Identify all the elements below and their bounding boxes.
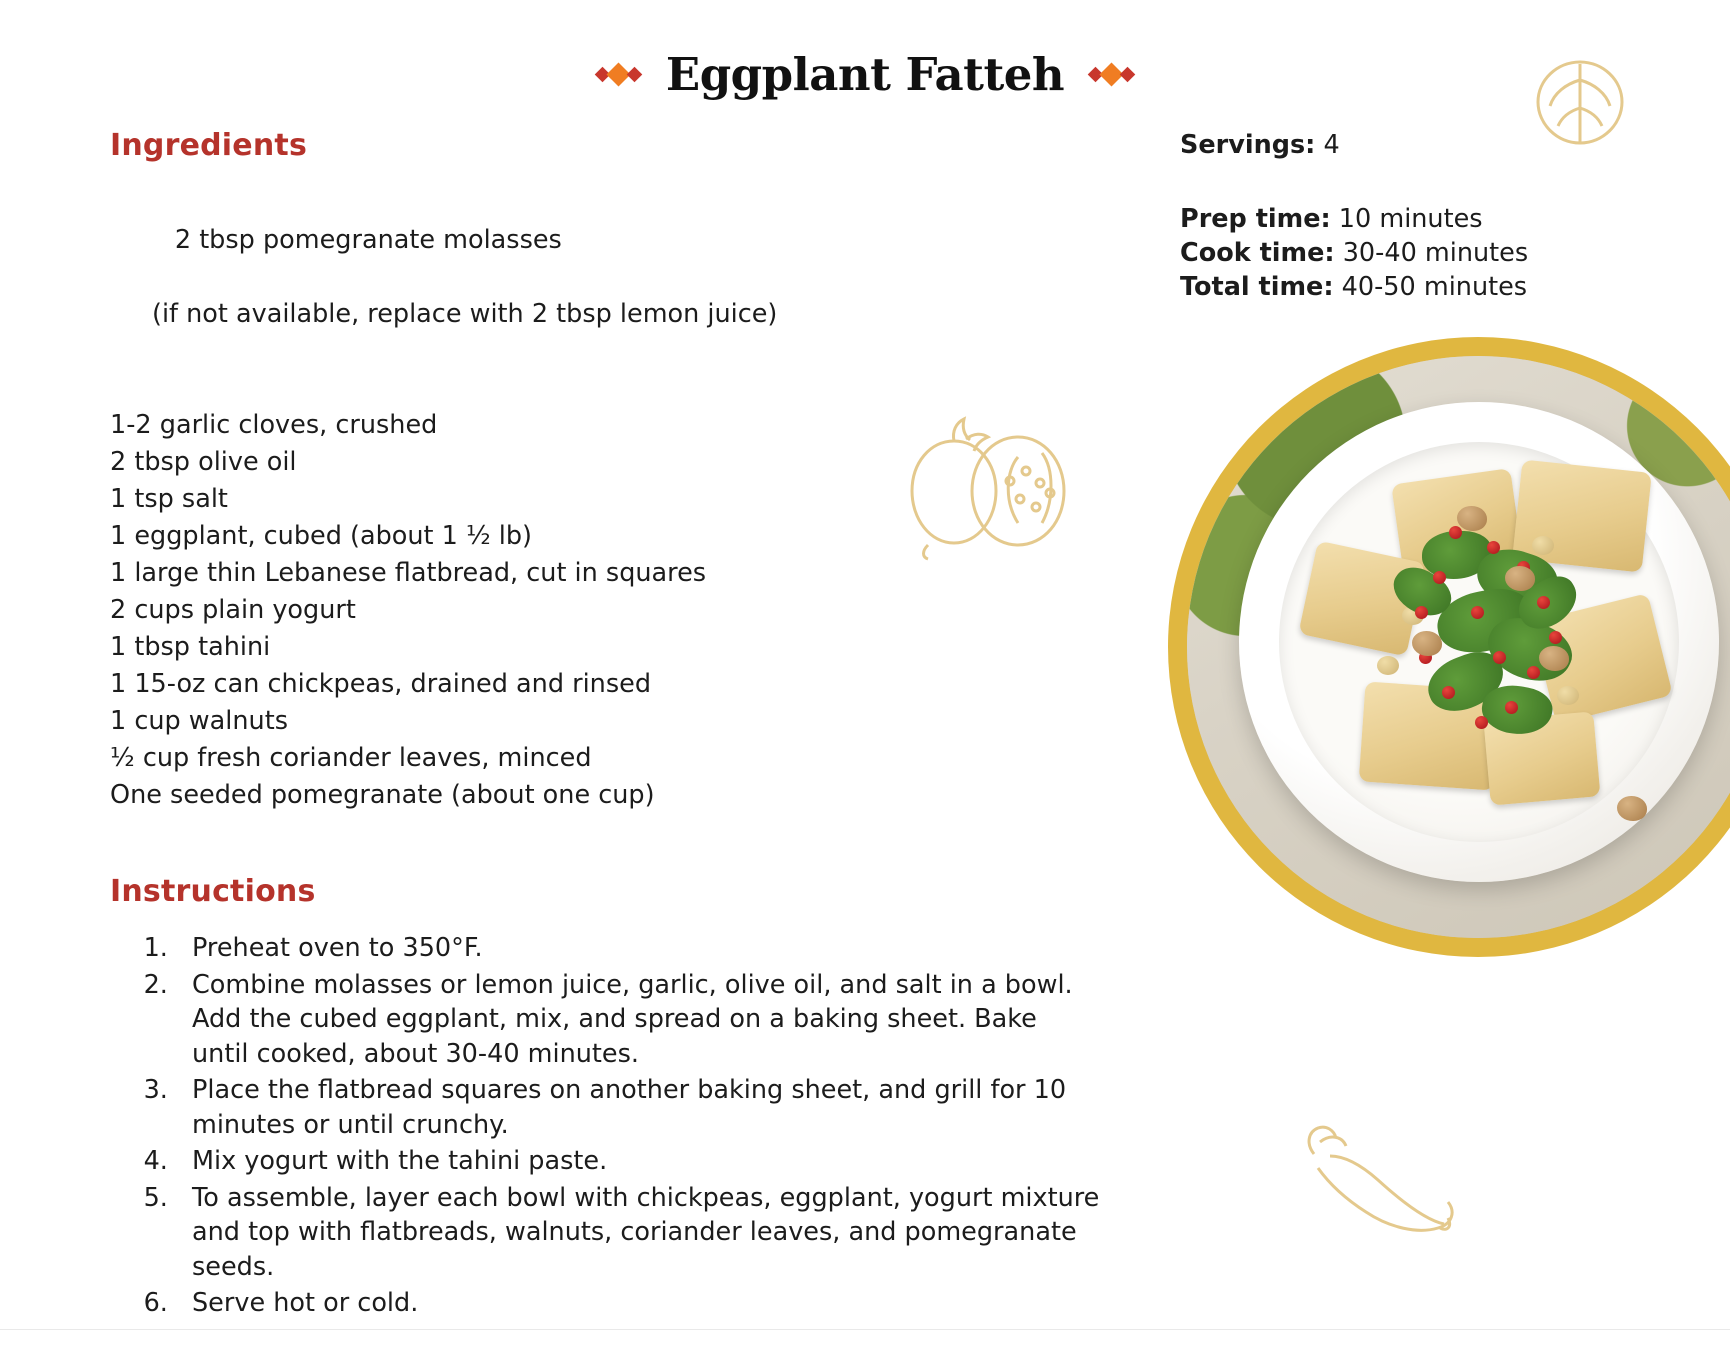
list-item: 1 eggplant, cubed (about 1 ½ lb) — [110, 521, 533, 551]
total-time-value: 40-50 minutes — [1341, 272, 1528, 302]
recipe-photo — [1168, 337, 1730, 957]
cook-time-value: 30-40 minutes — [1342, 238, 1529, 268]
walnut-icon — [1520, 50, 1640, 155]
prep-time-label: Prep time: — [1180, 204, 1331, 234]
list-item: 5. To assemble, layer each bowl with chickpeas, eggplant, yogurt mixture and top with flatbreads, walnuts, coriander leaves, and pomegranate seeds. — [176, 1181, 1100, 1285]
prep-time-row — [1180, 202, 1700, 236]
diamond-ornament-right — [1090, 66, 1133, 83]
cook-time-row — [1180, 236, 1700, 270]
cook-time-label: Cook time: — [1180, 238, 1335, 268]
ingredients-heading: Ingredients — [110, 128, 307, 163]
ingredient-text: 2 tbsp pomegranate molasses — [174, 225, 562, 255]
list-item: 1 tbsp tahini — [110, 632, 271, 662]
list-item — [110, 185, 1100, 407]
servings-label: Servings: — [1180, 130, 1316, 160]
list-item: 2 tbsp olive oil — [110, 447, 297, 477]
prep-time-value: 10 minutes — [1338, 204, 1483, 234]
total-time-label: Total time: — [1180, 272, 1334, 302]
ingredient-note: (if not available, replace with 2 tbsp lemon juice) — [152, 299, 778, 329]
servings-value: 4 — [1323, 130, 1340, 160]
instructions-heading: Instructions — [110, 874, 316, 909]
title-row — [0, 18, 1730, 131]
page-title: Eggplant Fatteh — [665, 48, 1065, 102]
page-bottom-edge — [0, 1329, 1730, 1368]
list-item: 1. Preheat oven to 350°F. — [176, 931, 1100, 966]
pomegranate-icon — [870, 395, 1080, 595]
left-column — [110, 128, 1100, 1323]
diamond-ornament-left — [597, 66, 640, 83]
instructions-list — [110, 931, 1100, 1321]
list-item: 2 cups plain yogurt — [110, 595, 356, 625]
list-item: 6. Serve hot or cold. — [176, 1286, 1100, 1321]
list-item: 2. Combine molasses or lemon juice, garlic, olive oil, and salt in a bowl. Add the cubed eggplant, mix, and spread on a baking sheet. Bake until cooked, about 30-40 minutes. — [176, 968, 1100, 1072]
list-item: 1 tsp salt — [110, 484, 228, 514]
list-item: 1-2 garlic cloves, crushed — [110, 410, 438, 440]
list-item: ½ cup fresh coriander leaves, minced — [110, 743, 592, 773]
eggplant-icon — [1290, 1120, 1470, 1250]
list-item: 4. Mix yogurt with the tahini paste. — [176, 1144, 1100, 1179]
list-item: 3. Place the flatbread squares on another baking sheet, and grill for 10 minutes or until crunchy. — [176, 1073, 1100, 1142]
total-time-row — [1180, 270, 1700, 304]
list-item: 1 large thin Lebanese flatbread, cut in squares — [110, 558, 707, 588]
list-item: 1 cup walnuts — [110, 706, 288, 736]
list-item: One seeded pomegranate (about one cup) — [110, 780, 655, 810]
photo-image — [1187, 356, 1730, 938]
list-item: 1 15-oz can chickpeas, drained and rinsed — [110, 669, 652, 699]
